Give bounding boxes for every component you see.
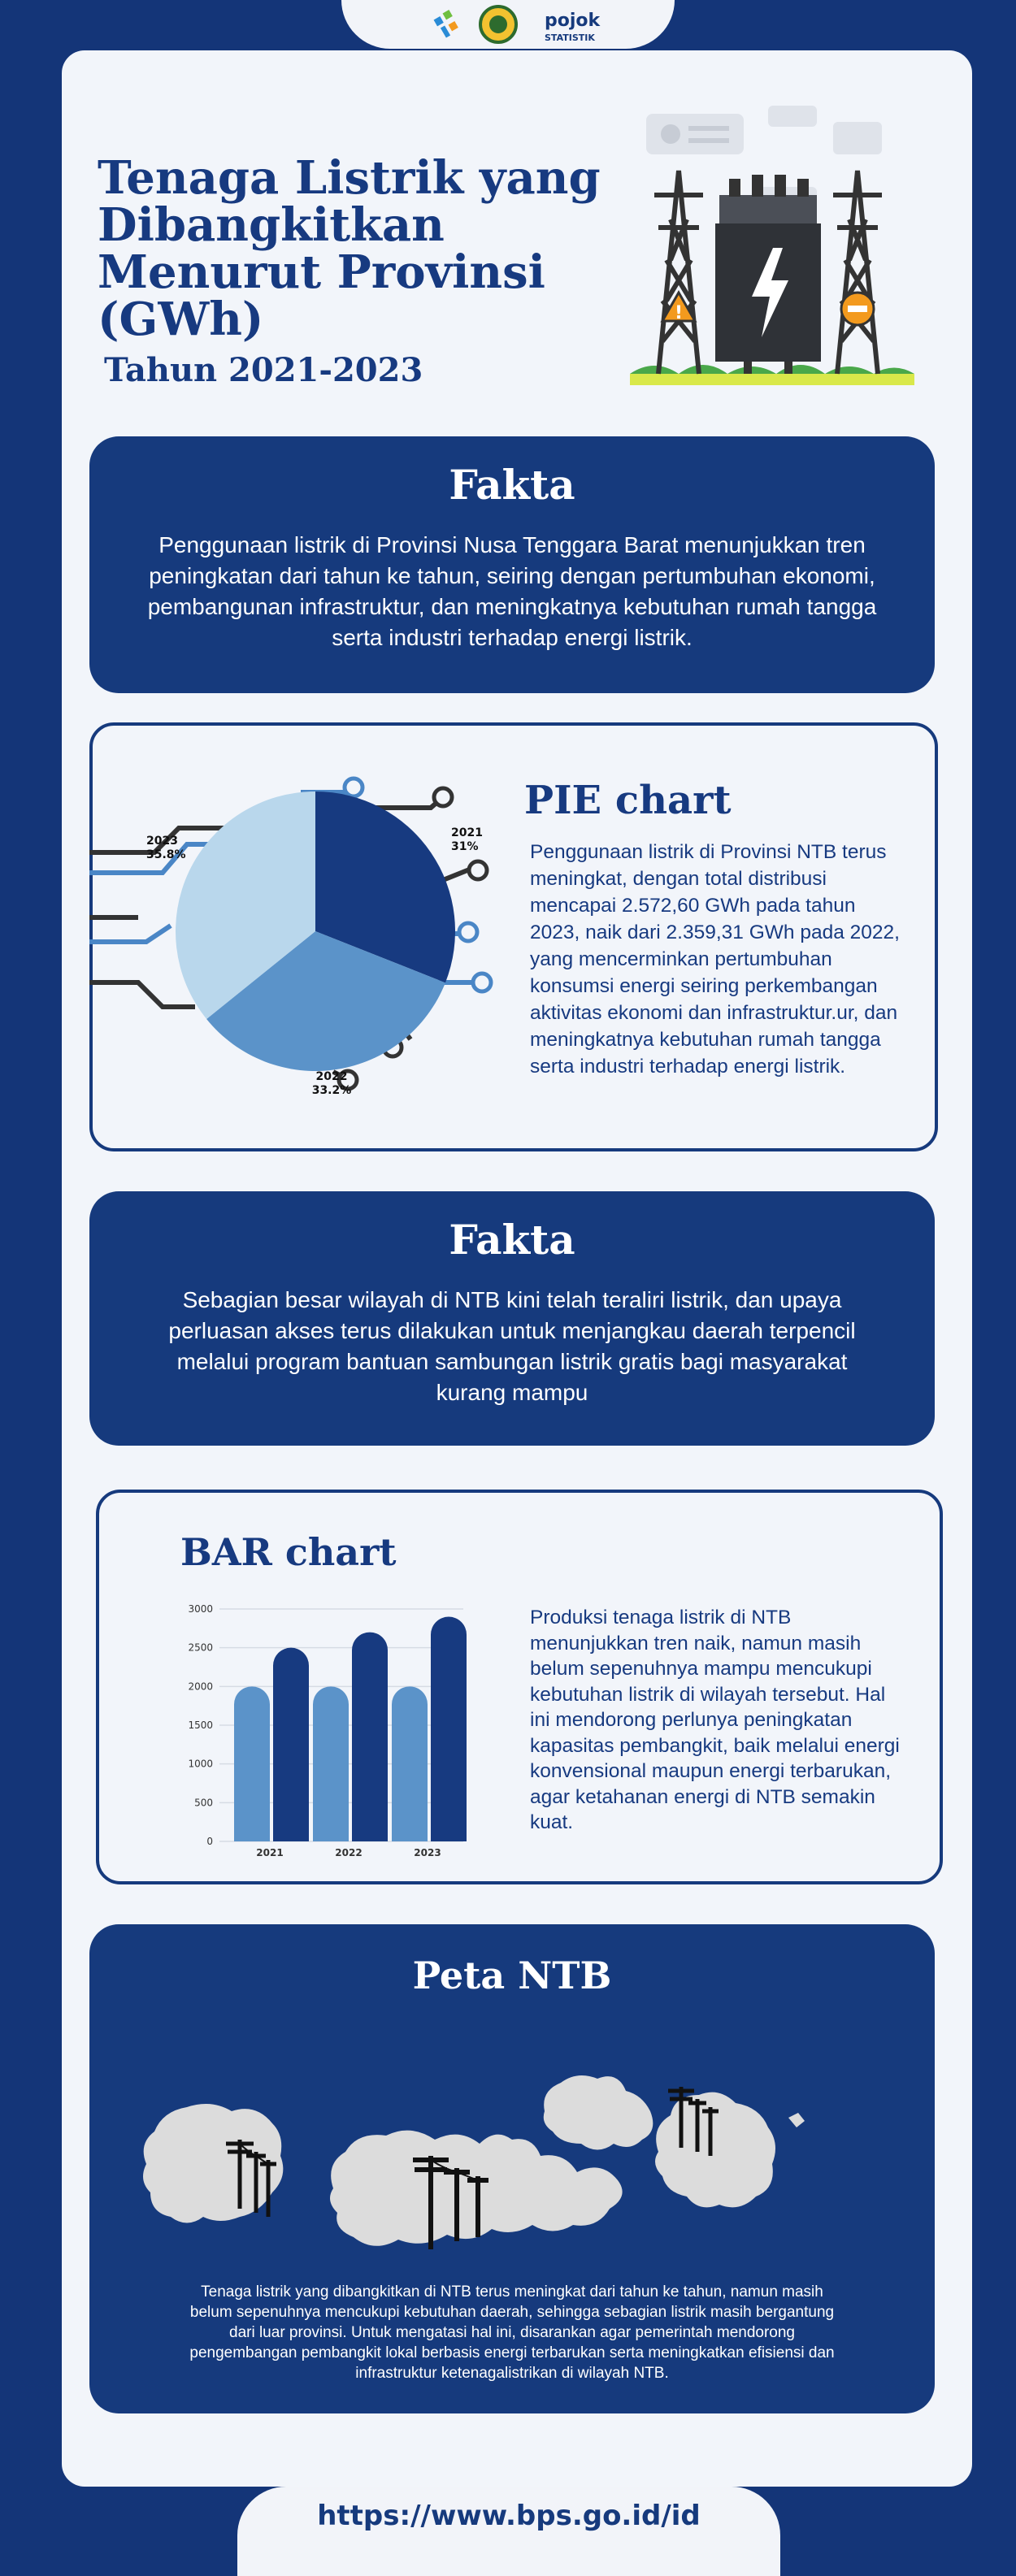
ntb-emblem-icon	[480, 7, 516, 42]
fakta-1-heading: Fakta	[449, 461, 575, 509]
bps-logo-icon	[434, 10, 458, 38]
bar-ytick-label: 2500	[188, 1641, 213, 1654]
bar-2022-2	[352, 1633, 388, 1841]
pie-label-2021: 2021 31%	[451, 826, 483, 853]
logo-text-statistik: STATISTIK	[545, 33, 595, 43]
bar-ytick-label: 3000	[188, 1603, 213, 1615]
ntb-map	[89, 2022, 935, 2282]
map-heading: Peta NTB	[412, 1954, 612, 1997]
pojok-statistik-logo	[545, 11, 601, 43]
bar-xtick-label: 2022	[335, 1847, 363, 1858]
bar-ytick-label: 2000	[188, 1680, 213, 1693]
bar-2023-1	[392, 1686, 428, 1841]
pie-section-text: Penggunaan listrik di Provinsi NTB terus meningkat, dengan total distribusi mencapai 2.572,60 GWh pada tahun 2023, naik dari 2.359,31 GWh pada 2022, yang mencerminkan pertumbuhan konsumsi energi seiring perkembangan aktivitas ekonomi dan infrastruktur.ur, dan meningkatnya kebutuhan rumah tangga serta industri terhadap energi listrik.	[530, 841, 900, 1078]
map-text: Tenaga listrik yang dibangkitkan di NTB terus meningkat dari tahun ke tahun, namun masih belum sepenuhnya mencukupi kebutuhan daerah, sehingga sebagian listrik masih bergantung dari luar provinsi. Untuk mengatasi hal ini, disarankan agar pemerintah mendorong pengembangan pembangkit lokal berbasis energi terbarukan serta meningkatkan efisiensi dan infrastruktur ketenagalistrikan di wilayah NTB.	[189, 2283, 835, 2382]
small-island	[788, 2113, 805, 2127]
fakta-panel-1	[89, 436, 935, 693]
fakta-1-text: Penggunaan listrik di Provinsi Nusa Tenggara Barat menunjukkan tren peningkatan dari tahun ke tahun, seiring dengan pertumbuhan ekonomi, pembangunan infrastruktur, dan meningkatnya kebutuhan rumah tangga serta industri terhadap energi listrik.	[147, 532, 877, 650]
bar-xtick-label: 2023	[414, 1847, 441, 1858]
pie-chart	[89, 722, 512, 1145]
pie-label-2023: 2023 35.8%	[146, 835, 186, 861]
bar-ytick-label: 1500	[188, 1720, 213, 1731]
bar-2022-1	[313, 1686, 349, 1841]
bar-ytick-label: 1000	[188, 1758, 213, 1770]
svg-text:!: !	[674, 303, 684, 323]
bar-2023-2	[431, 1617, 467, 1841]
bar-xtick-label: 2021	[256, 1847, 284, 1858]
bar-ytick-label: 500	[194, 1797, 213, 1809]
logo-text-pojok: pojok	[545, 11, 601, 31]
pie-label-2022: 2022 33.2%	[311, 1070, 352, 1097]
fakta-panel-2	[89, 1191, 935, 1446]
footer-url-link[interactable]: https://www.bps.go.id/id	[317, 2500, 701, 2532]
pie-section-heading: PIE chart	[524, 778, 732, 823]
bar-chart	[179, 1593, 471, 1861]
logo-tab	[341, 0, 675, 49]
page-subtitle: Tahun 2021-2023	[104, 351, 423, 389]
page-title: Tenaga Listrik yang Dibangkitkan Menurut Provinsi (GWh)	[98, 151, 601, 346]
fakta-2-heading: Fakta	[449, 1216, 575, 1264]
bar-2021-2	[273, 1648, 309, 1841]
bar-section-heading: BAR chart	[180, 1530, 397, 1574]
logo-bar	[341, 0, 675, 49]
fakta-2-text: Sebagian besar wilayah di NTB kini telah teraliri listrik, dan upaya perluasan akses terus dilakukan untuk menjangkau daerah terpencil melalui program bantuan sambungan listrik gratis bagi masyarakat kurang mampu	[168, 1287, 856, 1405]
sumbawa-north-island	[544, 2075, 653, 2150]
map-panel	[89, 1924, 935, 2413]
bar-2021-1	[234, 1686, 270, 1841]
bar-ytick-label: 0	[206, 1836, 213, 1847]
bar-section-text: Produksi tenaga listrik di NTB menunjukkan tren naik, namun masih belum sepenuhnya mampu mencukupi kebutuhan listrik di wilayah tersebut. Hal ini mendorong perlunya peningkatan kapasitas pembangkit, baik melalui energi konvensional maupun energi terbarukan, agar ketahanan energi di NTB semakin kuat.	[530, 1607, 900, 1833]
power-transmission-icon	[622, 98, 914, 398]
